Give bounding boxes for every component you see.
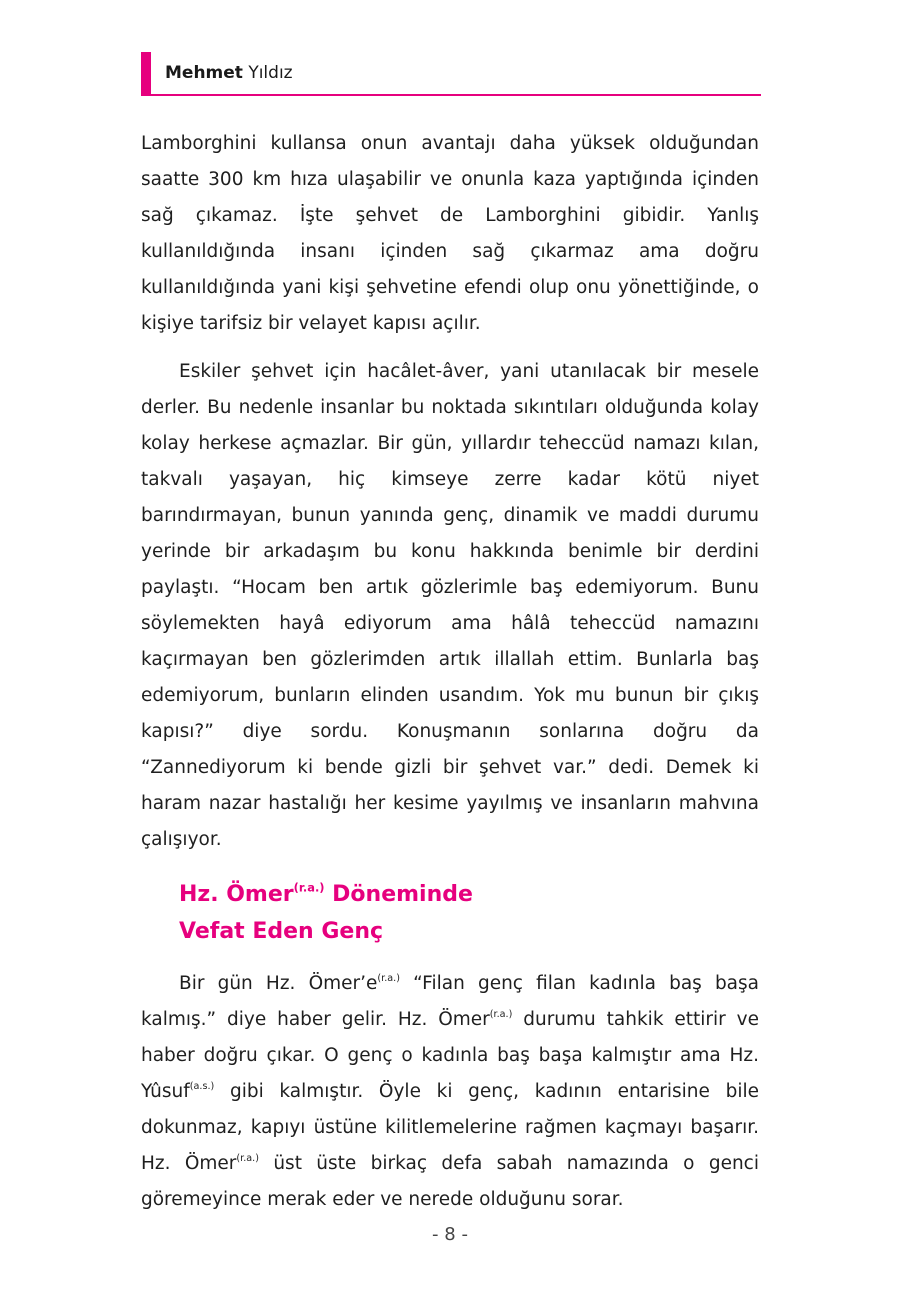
honorific-superscript: (r.a.) bbox=[236, 1152, 259, 1164]
author-name bbox=[165, 62, 293, 84]
paragraph-text: üst üste birkaç defa sabah namazında o genci göremeyince merak eder ve nerede olduğunu sorar. bbox=[141, 1153, 759, 1210]
page-body bbox=[141, 126, 759, 1218]
body-paragraph: Eskiler şehvet için hacâlet-âver, yani utanılacak bir mesele derler. Bu nedenle insanlar bu noktada sıkıntıları olduğunda kolay kolay herkese açmazlar. Bir gün, yıllardır teheccüd namazı kılan, takvalı yaşayan, hiç kimseye zerre kadar kötü niyet barındırmayan, bunun yanında genç, dinamik ve maddi durumu yerinde bir arkadaşım bu konu hakkında benimle bir derdini paylaştı. “Hocam ben artık gözlerimle baş edemiyorum. Bunu söylemekten hayâ ediyorum ama hâlâ teheccüd namazını kaçırmayan ben gözlerimden artık illallah ettim. Bunlarla baş edemiyorum, bunların elinden usandım. Yok mu bunun bir çıkış kapısı?” diye sordu. Konuşmanın sonlarına doğru da “Zannediyorum ki bende gizli bir şehvet var.” dedi. Demek ki haram nazar hastalığı her kesime yayılmış ve insanların mahvına çalışıyor. bbox=[141, 361, 759, 850]
header-accent-bar bbox=[141, 52, 151, 96]
page-number: - 8 - bbox=[432, 1224, 468, 1245]
paragraph-text: Bir gün Hz. Ömer’e bbox=[179, 973, 378, 994]
paragraph-text: durumu tahkik ettirir ve haber doğru çıkar. O genç o kadınla baş başa kalmıştır ama Hz. Yûsuf bbox=[141, 1009, 759, 1102]
honorific-superscript: (a.s.) bbox=[189, 1080, 215, 1092]
author-first-name: Mehmet bbox=[165, 63, 243, 83]
header-rule bbox=[141, 94, 761, 96]
honorific-superscript: (r.a.) bbox=[489, 1008, 513, 1020]
honorific-superscript: (r.a.) bbox=[293, 880, 325, 895]
honorific-superscript: (r.a.) bbox=[377, 972, 400, 984]
section-heading bbox=[179, 876, 759, 950]
paragraph-text: gibi kalmıştır. Öyle ki genç, kadının entarisine bile dokunmaz, kapıyı üstüne kilitlemelerine rağmen kaçmayı başarır. Hz. Ömer bbox=[141, 1081, 759, 1174]
author-last-name: Yıldız bbox=[248, 63, 293, 83]
body-paragraph bbox=[141, 966, 759, 1218]
running-header bbox=[141, 52, 761, 96]
section-heading-text: Döneminde bbox=[324, 882, 473, 907]
section-heading-line2: Vefat Eden Genç bbox=[179, 919, 384, 944]
paragraph-text: “Filan genç filan kadınla baş başa kalmış.” diye haber gelir. Hz. Ömer bbox=[141, 973, 759, 1030]
section-heading-text: Hz. Ömer bbox=[179, 882, 294, 907]
body-paragraph: Lamborghini kullansa onun avantajı daha yüksek olduğundan saatte 300 km hıza ulaşabilir ve onunla kaza yaptığında içinden sağ çıkamaz. İşte şehvet de Lamborghini gibidir. Yanlış kullanıldığında insanı içinden sağ çıkarmaz ama doğru kullanıldığında yani kişi şehvetine efendi olup onu yönettiğinde, o kişiye tarifsiz bir velayet kapısı açılır. bbox=[141, 133, 759, 334]
